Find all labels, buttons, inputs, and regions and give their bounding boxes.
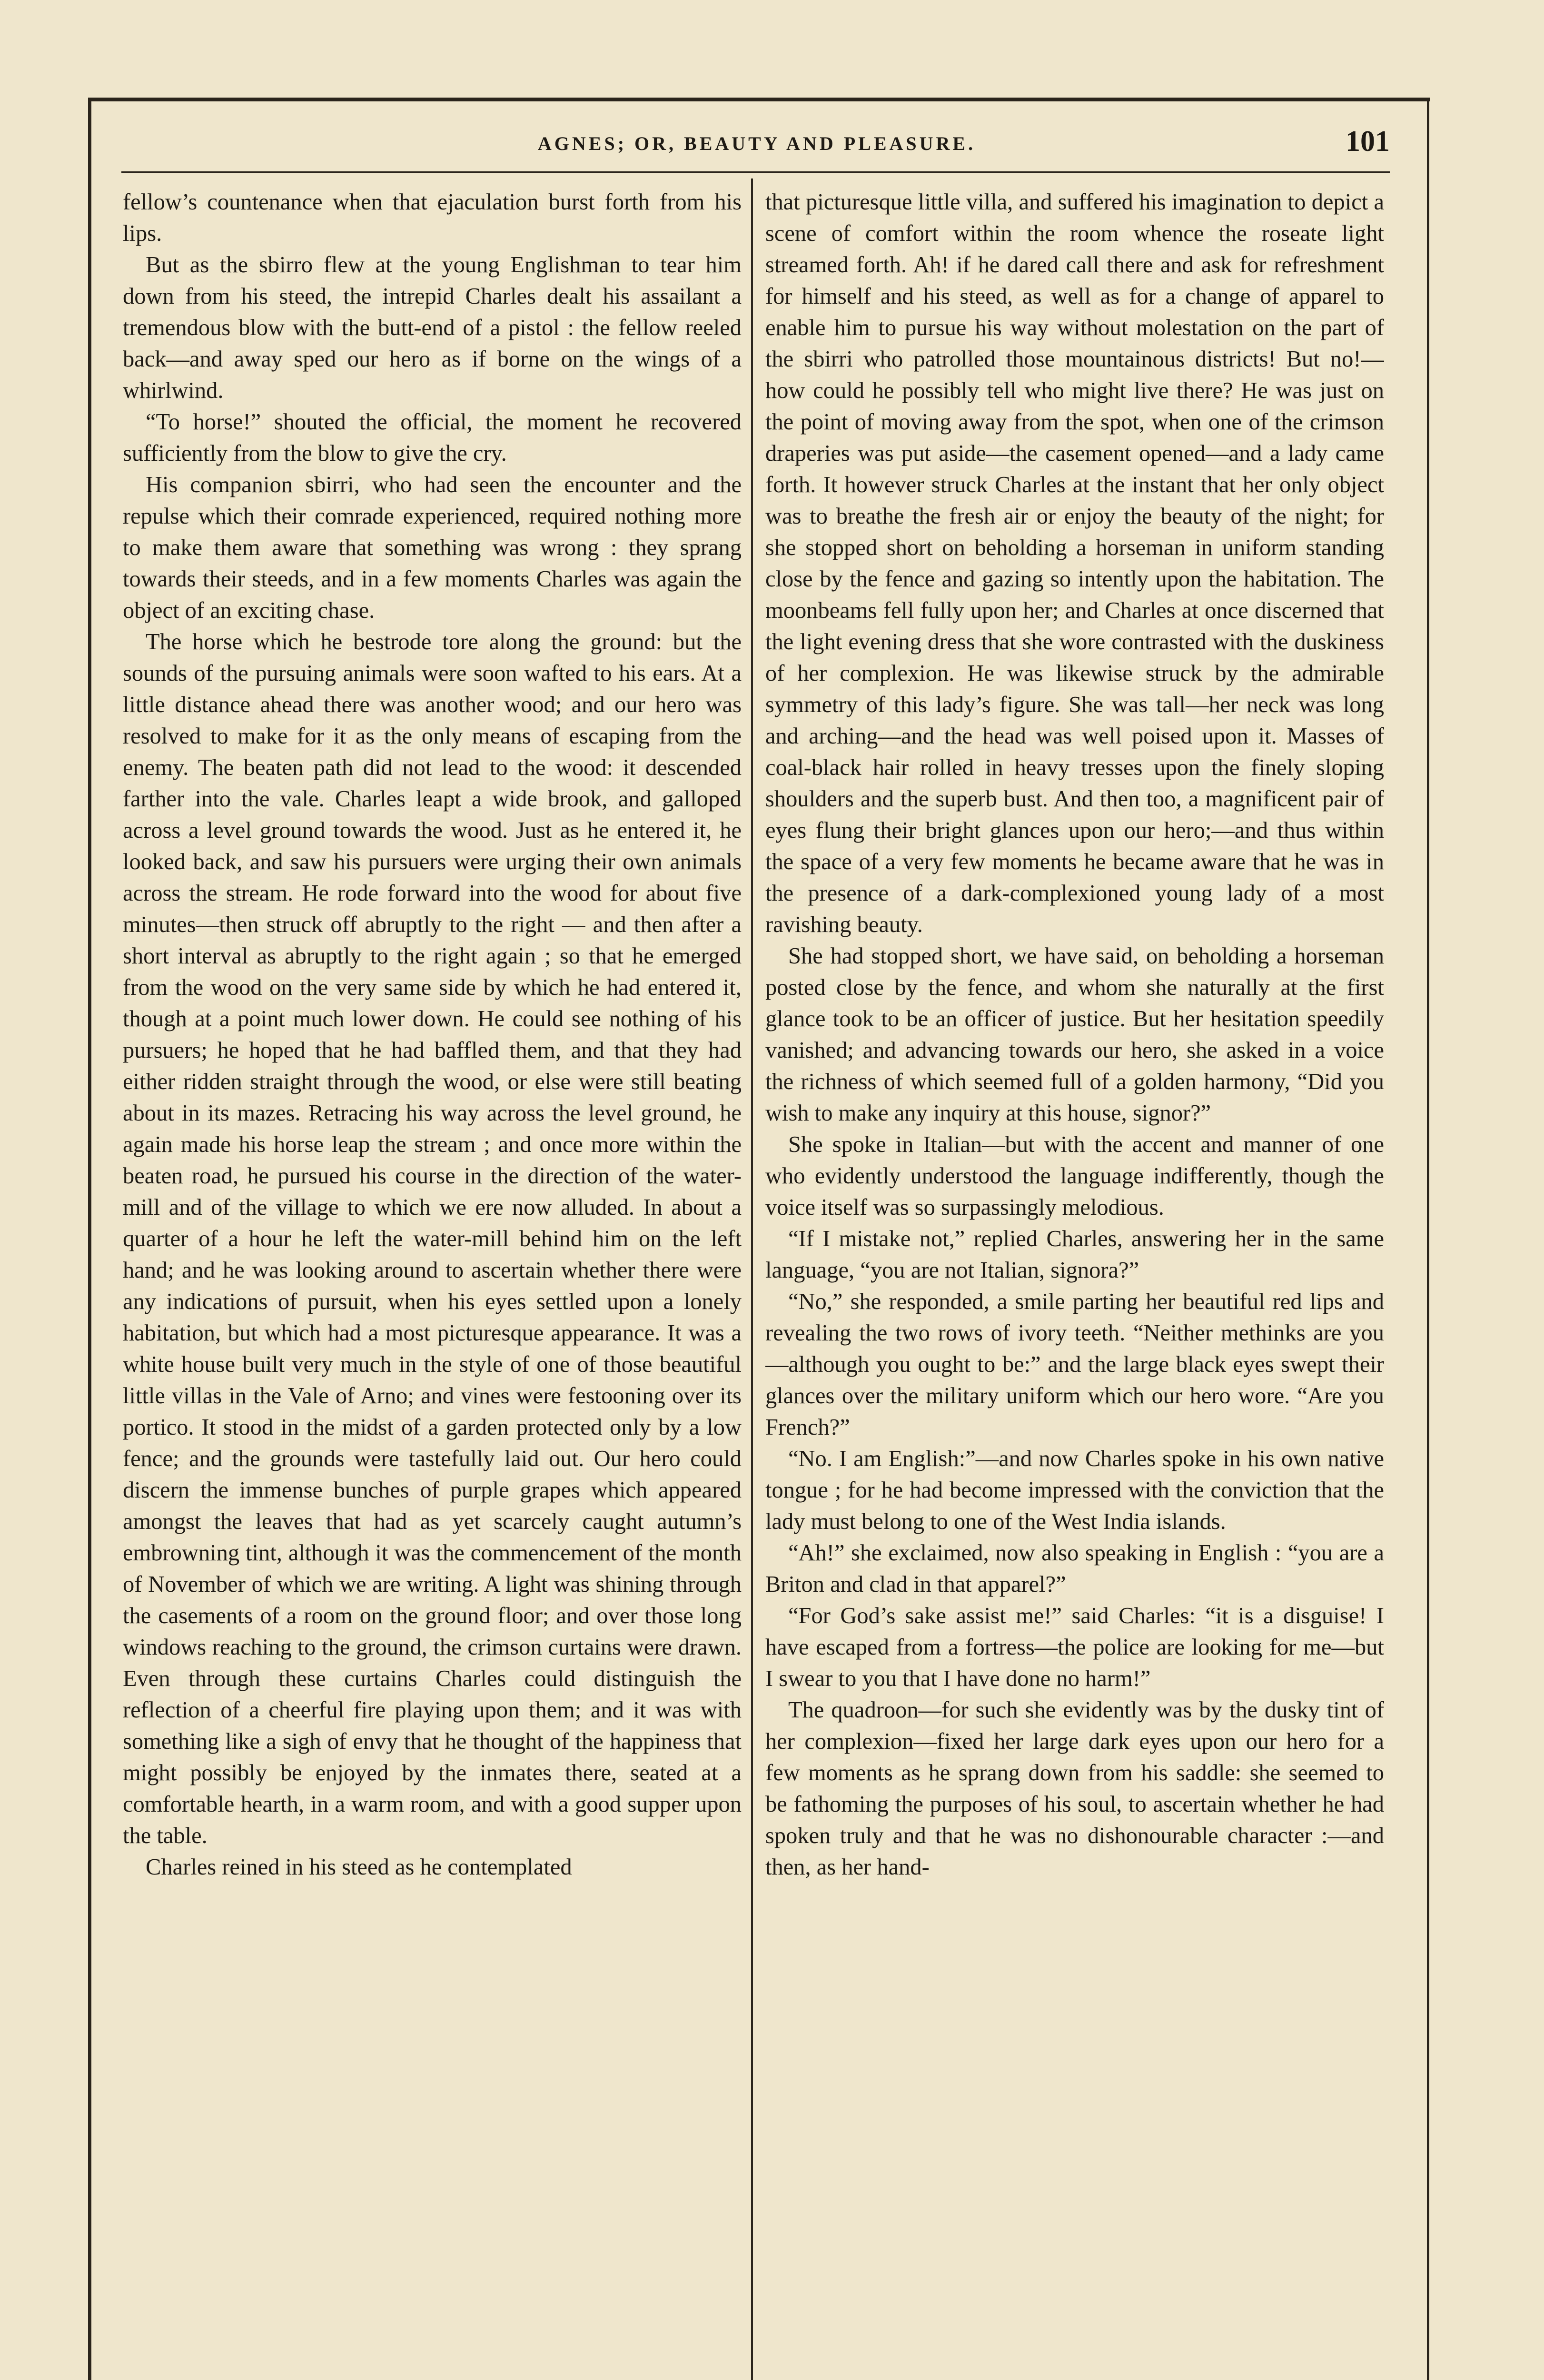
page-number: 101 [1346, 125, 1390, 158]
paragraph: “For God’s sake assist me!” said Charles: “it is a disguise! I have escaped from a fortress—the police are looking for me—but I swear to you that I have done no harm!” [765, 1603, 1384, 1691]
page-frame-left [88, 98, 91, 2380]
page-frame-right [1427, 98, 1429, 2380]
paragraph: She had stopped short, we have said, on beholding a horseman posted close by the fence, and whom she naturally at the first glance took to be an officer of justice. But her hesitation speedily vanished; and advancing towards our hero, she asked in a voice the richness of which seemed full of a golden harmony, “Did you wish to make any inquiry at this house, signor?” [765, 943, 1384, 1126]
page-header [124, 125, 1390, 163]
right-column [765, 187, 1384, 2380]
paragraph: fellow’s countenance when that ejaculation burst forth from his lips. [123, 189, 742, 246]
paragraph: “No. I am English:”—and now Charles spoke in his own native tongue ; for he had become impressed with the conviction that the lady must belong to one of the West India islands. [765, 1446, 1384, 1534]
paragraph: “To horse!” shouted the official, the moment he recovered sufficiently from the blow to give the cry. [123, 409, 742, 466]
paragraph: The quadroon—for such she evidently was by the dusky tint of her complexion—fixed her large dark eyes upon our hero for a few moments as he sprang down from his saddle: she seemed to be fathoming the purposes of his soul, to ascertain whether he had spoken truly and that he was no dishonourable character :—and then, as her hand- [765, 1697, 1384, 1880]
paragraph: His companion sbirri, who had seen the encounter and the repulse which their comrade experienced, required nothing more to make them aware that something was wrong : they sprang towards their steeds, and in a few moments Charles was again the object of an exciting chase. [123, 472, 742, 623]
header-rule [121, 171, 1390, 173]
page-frame-top [88, 98, 1430, 101]
paragraph: “No,” she responded, a smile parting her beautiful red lips and revealing the two rows of ivory teeth. “Neither methinks are you—although you ought to be:” and the large black eyes swept their glances over the military uniform which our hero wore. “Are you French?” [765, 1289, 1384, 1440]
paragraph: Charles reined in his steed as he contemplated [146, 1854, 572, 1880]
paragraph: “Ah!” she exclaimed, now also speaking in English : “you are a Briton and clad in that apparel?” [765, 1540, 1384, 1597]
paragraph: But as the sbirro flew at the young Englishman to tear him down from his steed, the intrepid Charles dealt his assailant a tremendous blow with the butt-end of a pistol : the fellow reeled back—and away sped our hero as if borne on the wings of a whirlwind. [123, 252, 742, 403]
column-divider [751, 178, 753, 2380]
paragraph: that picturesque little villa, and suffered his imagination to depict a scene of comfort within the room whence the roseate light streamed forth. Ah! if he dared call there and ask for refreshment for himself and his steed, as well as for a change of apparel to enable him to pursue his way without molestation on the part of the sbirri who patrolled those mountainous districts! But no!—how could he possibly tell who might live there? He was just on the point of moving away from the spot, when one of the crimson draperies was put aside—the casement opened—and a lady came forth. It however struck Charles at the instant that her only object was to breathe the fresh air or enjoy the beauty of the night; for she stopped short on beholding a horseman in uniform standing close by the fence and gazing so intently upon the habitation. The moonbeams fell fully upon her; and Charles at once discerned that the light evening dress that she wore contrasted with the duskiness of her complexion. He was likewise struck by the admirable symmetry of this lady’s figure. She was tall—her neck was long and arching—and the head was well poised upon it. Masses of coal-black hair rolled in heavy tresses upon the finely sloping shoulders and the superb bust. And then too, a magnificent pair of eyes flung their bright glances upon our hero;—and thus within the space of a very few moments he became aware that he was in the presence of a dark-complexioned young lady of a most ravishing beauty. [765, 189, 1384, 937]
left-column [123, 187, 742, 2380]
paragraph: She spoke in Italian—but with the accent and manner of one who evidently understood the language indifferently, though the voice itself was so surpassingly melodious. [765, 1132, 1384, 1220]
paragraph: “If I mistake not,” replied Charles, answering her in the same language, “you are not Italian, signora?” [765, 1226, 1384, 1283]
running-title: AGNES; OR, BEAUTY AND PLEASURE. [537, 133, 976, 154]
paragraph: The horse which he bestrode tore along the ground: but the sounds of the pursuing animals were soon wafted to his ears. At a little distance ahead there was another wood; and our hero was resolved to make for it as the only means of escaping from the enemy. The beaten path did not lead to the wood: it descended farther into the vale. Charles leapt a wide brook, and galloped across a level ground towards the wood. Just as he entered it, he looked back, and saw his pursuers were urging their own animals across the stream. He rode forward into the wood for about five minutes—then struck off abruptly to the right — and then after a short interval as abruptly to the right again ; so that he emerged from the wood on the very same side by which he had entered it, though at a point much lower down. He could see nothing of his pursuers; he hoped that he had baffled them, and that they had either ridden straight through the wood, or else were still beating about in its mazes. Retracing his way across the level ground, he again made his horse leap the stream ; and once more within the beaten road, he pursued his course in the direction of the water-mill and of the village to which we ere now alluded. In about a quarter of a hour he left the water-mill behind him on the left hand; and he was looking around to ascertain whether there were any indications of pursuit, when his eyes settled upon a lonely habitation, but which had a most picturesque appearance. It was a white house built very much in the style of one of those beautiful little villas in the Vale of Arno; and vines were festooning over its portico. It stood in the midst of a garden protected only by a low fence; and the grounds were tastefully laid out. Our hero could discern the immense bunches of purple grapes which appeared amongst the leaves that had as yet scarcely caught autumn’s embrowning tint, although it was the commencement of the month of November of which we are writing. A light was shining through the casements of a room on the ground floor; and over those long windows reaching to the ground, the crimson curtains were drawn. Even through these curtains Charles could distinguish the reflection of a cheerful fire playing upon them; and it was with something like a sigh of envy that he thought of the happiness that might possibly be enjoyed by the inmates there, seated at a comfortable hearth, in a warm room, and with a good supper upon the table. [123, 629, 742, 1848]
